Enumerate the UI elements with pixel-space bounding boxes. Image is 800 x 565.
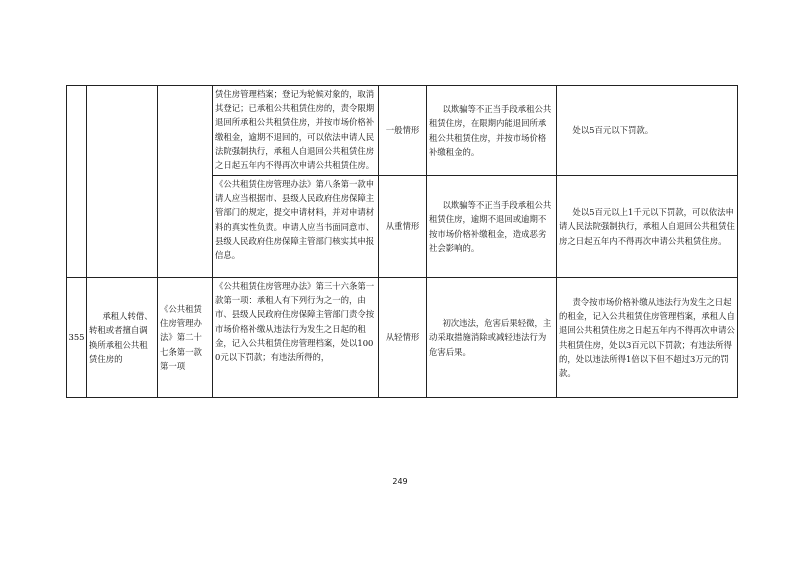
table-row [67,86,738,176]
penalty-cell: 处以5百元以下罚款。 [557,86,738,176]
circumstance-cell: 一般情形 [379,86,427,176]
violation-item-cell: 承租人转借、转租或者擅自调换所承租公共租赁住房的 [87,278,158,398]
penalty-content-cell: 《公共租赁住房管理办法》第八条第一款申请人应当根据市、县级人民政府住房保障主管部门的规定，提交申请材料，并对申请材料的真实性负责。申请人应当书面同意市、县级人民政府住房保障主管部门核实其申报信息。 [213,176,379,278]
table-row [67,278,738,398]
penalty-standard-table [66,85,738,398]
legal-basis-cell [158,86,213,278]
penalty-content-cell: 赁住房管理档案；登记为轮候对象的，取消其登记；已承租公共租赁住房的，责令限期退回所承租公共租赁住房，并按市场价格补缴租金，逾期不退回的，可以依法申请人民法院强制执行，承租人自退回公共租赁住房之日起五年内不得再次申请公共租赁住房。 [213,86,379,176]
page-number: 249 [392,477,408,486]
circumstance-cell: 从轻情形 [379,278,427,398]
violation-item-cell [87,86,158,278]
penalty-cell: 处以5百元以上1千元以下罚款，可以依法申请人民法院强制执行，承租人自退回公共租赁住房之日起五年内不得再次申请公共租赁住房。 [557,176,738,278]
standard-cell: 以欺骗等不正当手段承租公共租赁住房，在限期内能退回所承租公共租赁住房，并按市场价格补缴租金的。 [427,86,557,176]
penalty-cell: 责令按市场价格补缴从违法行为发生之日起的租金，记入公共租赁住房管理档案，承租人自退回公共租赁住房之日起五年内不得再次申请公共租赁住房，处以3百元以下罚款；有违法所得的，处以违法所得1倍以下但不超过3万元的罚款。 [557,278,738,398]
penalty-content-cell: 《公共租赁住房管理办法》第三十六条第一款第一项：承租人有下列行为之一的，由市、县级人民政府住房保障主管部门责令按市场价格补缴从违法行为发生之日起的租金，记入公共租赁住房管理档案，处以1000元以下罚款；有违法所得的， [213,278,379,398]
circumstance-cell: 从重情形 [379,176,427,278]
legal-basis-cell: 《公共租赁住房管理办法》第二十七条第一款第一项 [158,278,213,398]
row-number-cell: 355 [67,278,87,398]
standard-cell: 以欺骗等不正当手段承租公共租赁住房，逾期不退回或逾期不按市场价格补缴租金，造成恶劣社会影响的。 [427,176,557,278]
standard-cell: 初次违法，危害后果轻微，主动采取措施消除或减轻违法行为危害后果。 [427,278,557,398]
row-number-cell [67,86,87,278]
